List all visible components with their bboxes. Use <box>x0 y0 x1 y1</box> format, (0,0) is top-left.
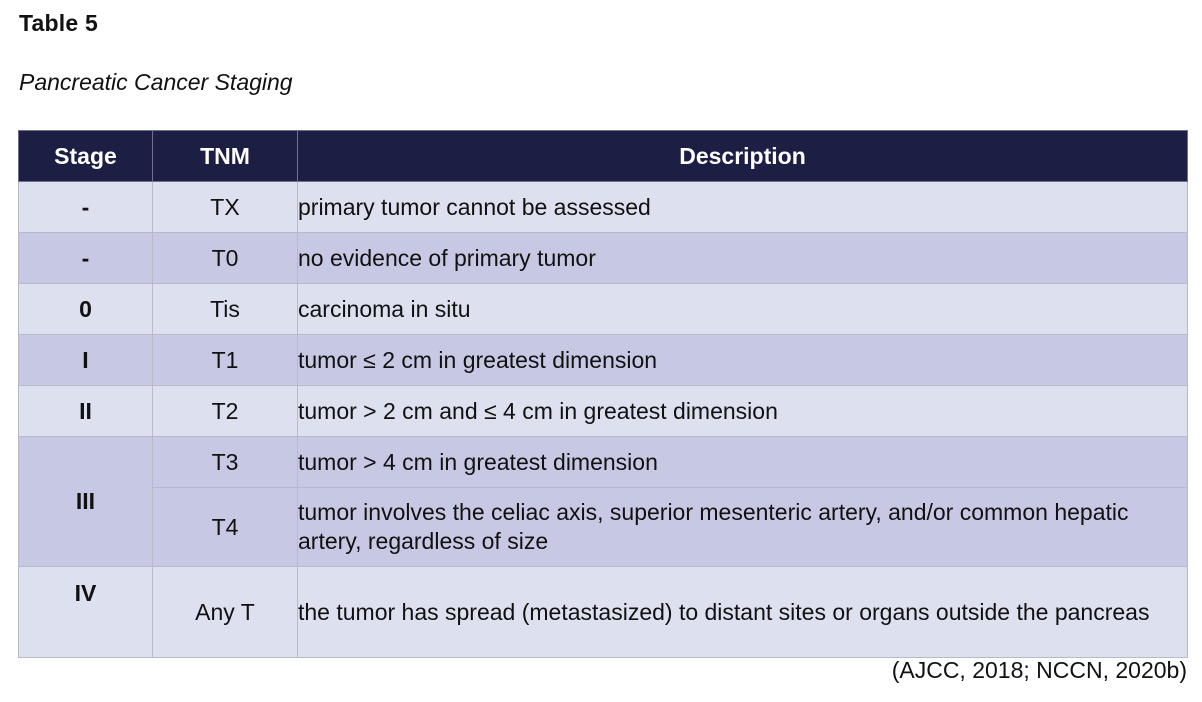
description-cell: the tumor has spread (metastasized) to distant sites or organs outside the pancreas <box>298 567 1188 658</box>
table-row <box>19 335 1188 386</box>
stage-cell: - <box>19 182 153 233</box>
stage-cell: III <box>19 437 153 567</box>
stage-cell: IV <box>19 567 153 658</box>
table-title: Pancreatic Cancer Staging <box>19 69 293 95</box>
tnm-cell: T1 <box>153 335 298 386</box>
header-stage: Stage <box>19 131 153 182</box>
header-description: Description <box>298 131 1188 182</box>
description-cell: tumor ≤ 2 cm in greatest dimension <box>298 335 1188 386</box>
table-row <box>19 284 1188 335</box>
tnm-cell: Tis <box>153 284 298 335</box>
tnm-cell: Any T <box>153 567 298 658</box>
stage-cell: - <box>19 233 153 284</box>
header-tnm: TNM <box>153 131 298 182</box>
description-cell: tumor > 2 cm and ≤ 4 cm in greatest dimension <box>298 386 1188 437</box>
description-cell: primary tumor cannot be assessed <box>298 182 1188 233</box>
stage-cell: II <box>19 386 153 437</box>
tnm-cell: TX <box>153 182 298 233</box>
stage-cell: 0 <box>19 284 153 335</box>
tnm-cell: T2 <box>153 386 298 437</box>
table-row <box>19 233 1188 284</box>
description-cell: no evidence of primary tumor <box>298 233 1188 284</box>
description-cell: tumor involves the celiac axis, superior mesenteric artery, and/or common hepatic artery, regardless of size <box>298 488 1188 567</box>
table-row <box>19 488 1188 567</box>
stage-cell: I <box>19 335 153 386</box>
table-number: Table 5 <box>19 10 98 36</box>
tnm-cell: T3 <box>153 437 298 488</box>
tnm-cell: T0 <box>153 233 298 284</box>
table-row <box>19 386 1188 437</box>
description-cell: tumor > 4 cm in greatest dimension <box>298 437 1188 488</box>
table-row <box>19 182 1188 233</box>
table-row <box>19 567 1188 658</box>
description-cell: carcinoma in situ <box>298 284 1188 335</box>
header-row <box>19 131 1188 182</box>
citation: (AJCC, 2018; NCCN, 2020b) <box>891 657 1187 683</box>
tnm-cell: T4 <box>153 488 298 567</box>
staging-table <box>18 130 1188 658</box>
table-row <box>19 437 1188 488</box>
